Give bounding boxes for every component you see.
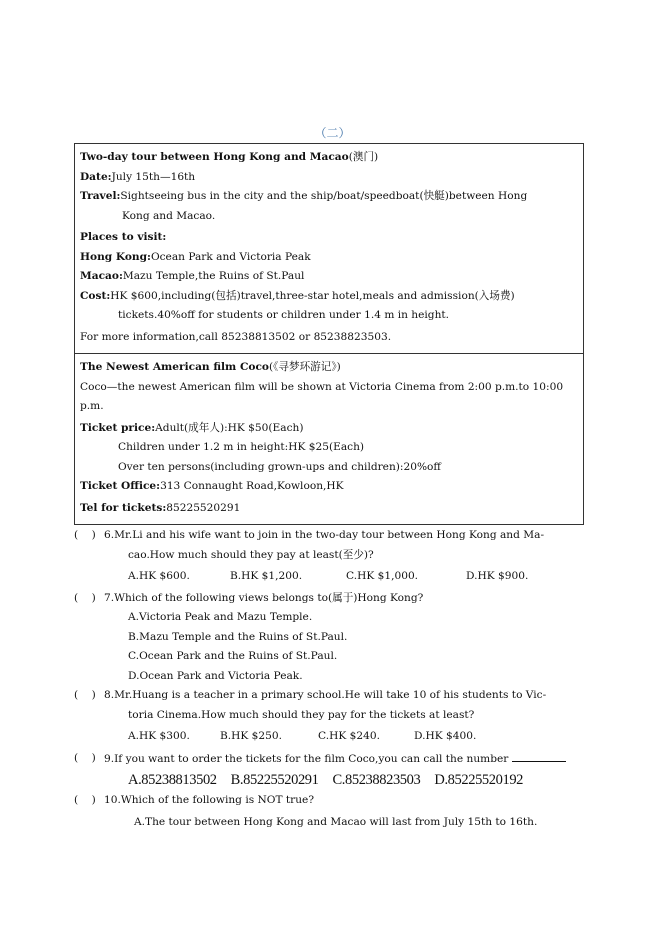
option-a: A.The tour between Hong Kong and Macao will last from July 15th to 16th. bbox=[134, 815, 538, 828]
question-9 bbox=[74, 749, 584, 770]
option-a: A.HK $300. bbox=[128, 730, 190, 742]
option-b: B.85225520291 bbox=[230, 772, 319, 788]
price-group: Over ten persons(including grown-ups and children):20%off bbox=[118, 460, 441, 473]
question-list bbox=[74, 526, 584, 832]
price-adult: Adult(成年人):HK $50(Each) bbox=[155, 421, 304, 434]
film-title-cn: (《寻梦环游记》) bbox=[268, 361, 341, 373]
question-stem: 7.Which of the following views belongs to(属于)Hong Kong? bbox=[104, 591, 424, 604]
macao-value: Mazu Temple,the Ruins of St.Paul bbox=[122, 270, 305, 282]
macao-label: Macao: bbox=[80, 270, 123, 282]
question-7 bbox=[74, 589, 584, 609]
office-label: Ticket Office: bbox=[80, 480, 161, 492]
film-desc: Coco—the newest American film will be shown at Victoria Cinema from 2:00 p.m.to 10:00 p.m. bbox=[80, 380, 564, 412]
price-children: Children under 1.2 m in height:HK $25(Each) bbox=[118, 441, 365, 453]
film-notice bbox=[75, 353, 583, 524]
option-d: D.HK $400. bbox=[414, 730, 477, 742]
question-stem: 6.Mr.Li and his wife want to join in the two-day tour between Hong Kong and Ma- bbox=[104, 529, 545, 541]
option-b: B.HK $250. bbox=[220, 730, 283, 742]
question-stem: 8.Mr.Huang is a teacher in a primary school.He will take 10 of his students to Vic- bbox=[104, 689, 547, 701]
tour-info: For more information,call 85238813502 or 85238823503. bbox=[80, 330, 392, 343]
answer-blank[interactable]: ( ) bbox=[74, 794, 96, 806]
date-value: July 15th—16th bbox=[111, 170, 196, 183]
film-title: The Newest American film Coco bbox=[80, 361, 269, 373]
answer-blank[interactable]: ( ) bbox=[74, 751, 96, 764]
fill-blank-line[interactable] bbox=[512, 749, 566, 762]
option-c: C.HK $1,000. bbox=[346, 570, 419, 582]
option-d: D.85225520192 bbox=[434, 772, 524, 788]
section-title: （二） bbox=[314, 126, 351, 140]
option-d: D.HK $900. bbox=[466, 570, 529, 582]
tel-value: 85225520291 bbox=[166, 501, 241, 514]
cost-value-cont: tickets.40%off for students or children under 1.4 m in height. bbox=[118, 309, 450, 321]
option-a: A.85238813502 bbox=[128, 772, 217, 788]
option-a: A.Victoria Peak and Mazu Temple. bbox=[128, 611, 313, 623]
option-d: D.Ocean Park and Victoria Peak. bbox=[128, 669, 303, 682]
office-value: 313 Connaught Road,Kowloon,HK bbox=[160, 480, 344, 492]
tour-notice bbox=[75, 144, 583, 353]
tour-title: Two-day tour between Hong Kong and Macao bbox=[80, 151, 349, 163]
tel-label: Tel for tickets: bbox=[80, 501, 167, 514]
option-b: B.Mazu Temple and the Ruins of St.Paul. bbox=[128, 630, 348, 643]
option-c: C.85238823503 bbox=[332, 772, 421, 788]
hk-label: Hong Kong: bbox=[80, 250, 151, 263]
option-c: C.HK $240. bbox=[318, 730, 380, 742]
hk-value: Ocean Park and Victoria Peak bbox=[150, 250, 311, 263]
option-a: A.HK $600. bbox=[128, 570, 190, 582]
cost-label: Cost: bbox=[80, 289, 111, 302]
travel-value-cont: Kong and Macao. bbox=[122, 209, 216, 222]
question-stem-cont: toria Cinema.How much should they pay for the tickets at least? bbox=[128, 708, 475, 721]
question-6 bbox=[74, 526, 584, 565]
option-b: B.HK $1,200. bbox=[230, 570, 303, 582]
question-stem: 10.Which of the following is NOT true? bbox=[104, 794, 315, 806]
travel-label: Travel: bbox=[80, 190, 121, 202]
question-stem-cont: cao.How much should they pay at least(至少)? bbox=[128, 548, 374, 561]
price-label: Ticket price: bbox=[80, 421, 156, 434]
question-10 bbox=[74, 791, 584, 811]
places-label: Places to visit: bbox=[80, 231, 167, 243]
answer-blank[interactable]: ( ) bbox=[74, 529, 96, 541]
question-stem: 9.If you want to order the tickets for the film Coco,you can call the number bbox=[104, 749, 584, 770]
cost-value: HK $600,including(包括)travel,three-star hotel,meals and admission(入场费) bbox=[110, 289, 515, 302]
travel-value: Sightseeing bus in the city and the ship/boat/speedboat(快艇)between Hong bbox=[120, 190, 528, 202]
question-8 bbox=[74, 686, 584, 725]
answer-blank[interactable]: ( ) bbox=[74, 591, 96, 604]
answer-blank[interactable]: ( ) bbox=[74, 689, 96, 701]
date-label: Date: bbox=[80, 170, 112, 183]
info-box bbox=[74, 143, 584, 525]
option-c: C.Ocean Park and the Ruins of St.Paul. bbox=[128, 650, 338, 662]
tour-title-cn: (澳门) bbox=[348, 151, 379, 163]
